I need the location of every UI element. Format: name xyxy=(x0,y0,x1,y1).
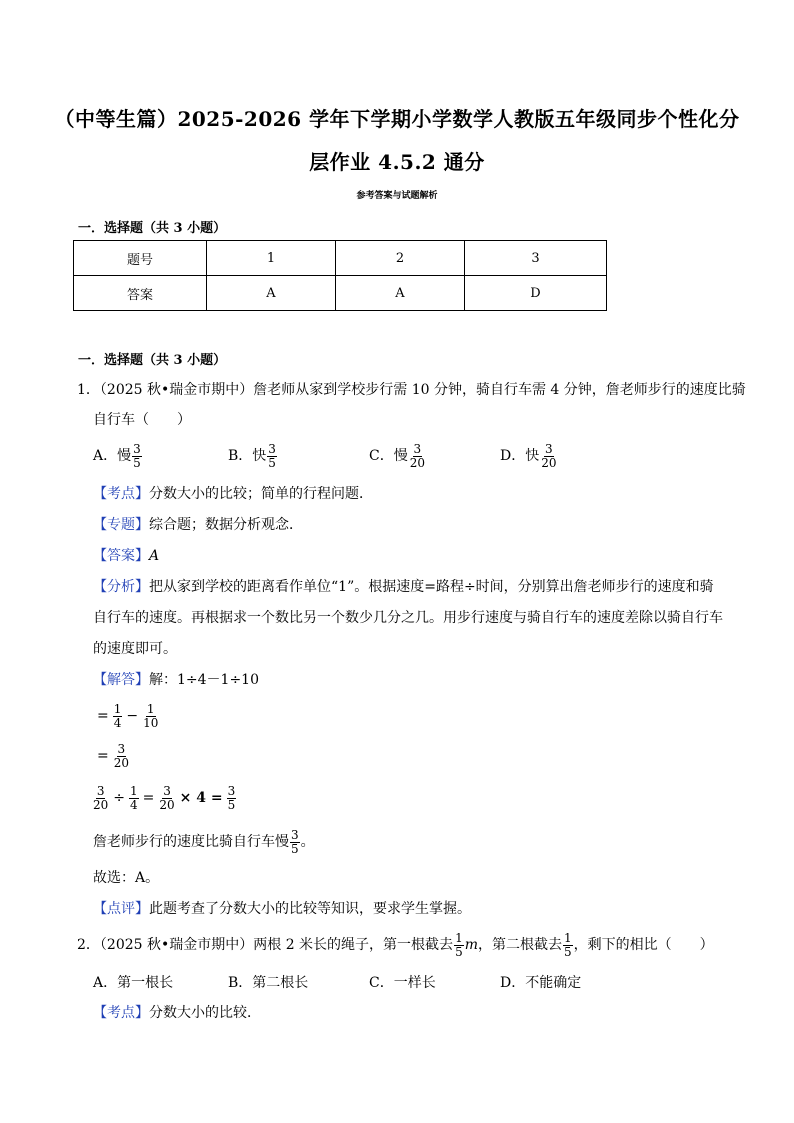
table-header-cell: 题号 xyxy=(74,241,207,276)
document-title-line1: （中等生篇）2025-2026 学年下学期小学数学人教版五年级同步个性化分 xyxy=(54,107,740,131)
q1-solution-line1: 【解答】解：1÷4－1÷10 xyxy=(93,672,259,688)
fraction: $\frac{3}{20}$ xyxy=(541,441,557,470)
table-cell: A xyxy=(207,276,336,311)
q1-analysis-line1: 【分析】把从家到学校的距离看作单位“1”。根据速度=路程÷时间，分别算出詹老师步行的速度和骑 xyxy=(93,579,714,595)
detail-section-title: 一．选择题（共 3 小题） xyxy=(78,353,227,368)
table-header-cell: 答案 xyxy=(74,276,207,311)
q1-solution-step1: = $\frac{1}{4}$ − $\frac{1}{10}$ xyxy=(97,701,159,730)
q1-conclusion: 詹老师步行的速度比骑自行车慢 $\frac{3}{5}$ 。 xyxy=(93,827,315,856)
fraction: $\frac{1}{5}$ xyxy=(455,930,463,959)
table-cell: 1 xyxy=(207,241,336,276)
table-cell: D xyxy=(465,276,607,311)
q1-zhuanti: 【专题】综合题；数据分析观念． xyxy=(93,517,303,533)
summary-section-title: 一．选择题（共 3 小题） xyxy=(78,221,227,236)
fraction: $\frac{3}{5}$ xyxy=(133,441,141,470)
answer-summary-table xyxy=(73,240,607,311)
table-cell: 2 xyxy=(336,241,465,276)
fraction: $\frac{1}{4}$ xyxy=(130,783,138,812)
q2-option-c: C．一样长 xyxy=(369,975,436,991)
q1-comment: 【点评】此题考查了分数大小的比较等知识，要求学生掌握。 xyxy=(93,901,471,917)
fraction: $\frac{3}{5}$ xyxy=(227,783,236,812)
q1-kaodian: 【考点】分数大小的比较；简单的行程问题． xyxy=(93,486,373,502)
table-row xyxy=(74,276,607,311)
fraction: $\frac{3}{20}$ xyxy=(409,441,425,470)
q2-option-a: A．第一根长 xyxy=(93,975,174,991)
fraction: $\frac{3}{20}$ xyxy=(113,741,130,770)
q1-stem-line1: 1．（2025 秋•瑞金市期中）詹老师从家到学校步行需 10 分钟，骑自行车需 4 分钟，詹老师步行的速度比骑 xyxy=(77,382,746,398)
q1-analysis-line2: 自行车的速度。再根据求一个数比另一个数少几分之几。用步行速度与骑自行车的速度差除以骑自行车 xyxy=(93,610,723,626)
fraction: $\frac{3}{20}$ xyxy=(93,783,109,812)
table-cell: 3 xyxy=(465,241,607,276)
q1-option-c: C．慢 $\frac{3}{20}$ xyxy=(369,441,425,470)
q2-option-d: D．不能确定 xyxy=(500,975,582,991)
fraction: $\frac{1}{10}$ xyxy=(143,701,159,730)
q1-solution-step2: = $\frac{3}{20}$ xyxy=(97,741,130,770)
table-row xyxy=(74,241,607,276)
fraction: $\frac{3}{5}$ xyxy=(291,827,299,856)
fraction: $\frac{1}{5}$ xyxy=(563,930,572,959)
q1-option-b: B．快 $\frac{3}{5}$ xyxy=(228,441,276,470)
q1-choice: 故选：A。 xyxy=(93,870,160,886)
table-cell: A xyxy=(336,276,465,311)
document-subtitle: 参考答案与试题解析 xyxy=(356,191,438,201)
q1-stem-line2: 自行车（ ） xyxy=(93,412,191,428)
q1-solution-step3: $\frac{3}{20}$ ÷ $\frac{1}{4}$ = $\frac{3}{20}$ × 4 = $\frac{3}{5}$ xyxy=(93,783,236,812)
q1-answer: 【答案】A xyxy=(93,548,160,564)
q2-option-b: B．第二根长 xyxy=(228,975,309,991)
document-title-line2: 层作业 4.5.2 通分 xyxy=(309,150,485,174)
q2-stem: 2．（2025 秋•瑞金市期中）两根 2 米长的绳子，第一根截去 $\frac{1}{5}$ m ，第二根截去 $\frac{1}{5}$ ，剩下的相比（ ） xyxy=(77,930,714,959)
q1-option-a: A．慢 $\frac{3}{5}$ xyxy=(93,441,141,470)
q2-kaodian: 【考点】分数大小的比较． xyxy=(93,1005,261,1021)
fraction: $\frac{3}{5}$ xyxy=(268,441,276,470)
fraction: $\frac{3}{20}$ xyxy=(159,783,175,812)
fraction: $\frac{1}{4}$ xyxy=(113,701,122,730)
q1-analysis-line3: 的速度即可。 xyxy=(93,641,177,657)
q1-option-d: D．快 $\frac{3}{20}$ xyxy=(500,441,557,470)
